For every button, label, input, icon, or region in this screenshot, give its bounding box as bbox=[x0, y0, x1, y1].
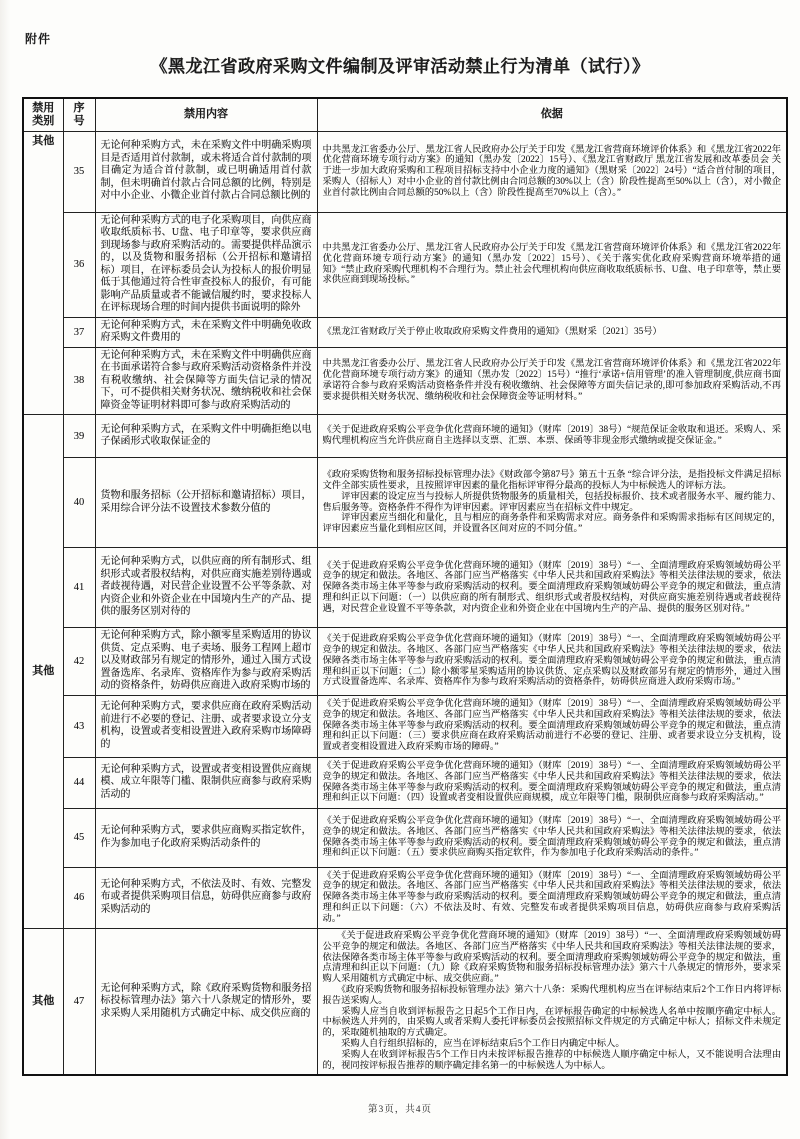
prohibited-content: 无论何种采购方式，以供应商的所有制形式、组织形式或者股权结构，对供应商实施差别待遇或者歧视待遇，对民营企业设置不公平等条款、对内资企业和外资企业在中国境内生产的产品、提供的服务区别对待的 bbox=[95, 548, 317, 628]
basis bbox=[317, 757, 787, 808]
table-row bbox=[23, 695, 787, 757]
row-number: 36 bbox=[63, 212, 95, 317]
basis-paragraph: 《关于促进政府采购公平竞争优化营商环境的通知》（财库〔2019〕38号）“一、全面清理政府采购领域妨碍公平竞争的规定和做法。各地区、各部门应当严格落实《中华人民共和国政府采购法》等相关法律法规的要求，依法保障各类市场主体平等参与政府采购活动的权利。要全面清理政府采购领域妨碍公平竞争的规定和做法，重点清理和纠正以下问题：（二）除小额零星采购适用的协议供货、定点采购以及财政部另有规定的情形外，通过入围方式设置备选库、名录库、资格库作为参与政府采购活动的资格条件，妨碍供应商进入政府采购市场。” bbox=[322, 634, 781, 688]
prohibited-content: 无论何种采购方式，在采购文件中明确拒绝以电子保函形式收取保证金的 bbox=[95, 415, 317, 458]
prohibited-content: 无论何种采购方式，未在采购文件中明确免收政府采购文件费用的 bbox=[95, 317, 317, 347]
basis-paragraph: 《关于促进政府采购公平竞争优化营商环境的通知》（财库〔2019〕38号）“一、全面清理政府采购领域妨碍公平竞争的规定和做法。各地区、各部门应当严格落实《中华人民共和国政府采购法》等相关法律法规的要求，依法保障各类市场主体平等参与政府采购活动的权利。要全面清理政府采购领域妨碍公平竞争的规定和做法，重点清理和纠正以下问题：（一）以供应商的所有制形式、组织形式或者股权结构，对供应商实施差别待遇或者歧视待遇，对民营企业设置不平等条款，对内资企业和外资企业在中国境内生产的产品、提供的服务区别对待。” bbox=[322, 560, 781, 614]
basis-paragraph: 评审因素应当细化和量化，且与相应的商务条件和采购需求对应。商务条件和采购需求指标有区间规定的，评审因素应当量化到相应区间，并设置各区间对应的不同分值。” bbox=[322, 513, 781, 535]
category-cell: 其他 bbox=[23, 928, 63, 1075]
prohibited-content: 无论何种采购方式，除《政府采购货物和服务招标投标管理办法》第六十八条规定的情形外，要求采购人采用随机方式确定中标、成交供应商的 bbox=[95, 928, 317, 1075]
basis bbox=[317, 212, 787, 317]
table-row bbox=[23, 458, 787, 548]
basis-paragraph: 《关于促进政府采购公平竞争优化营商环境的通知》（财库〔2019〕38号）“一、全面清理政府采购领域妨碍公平竞争的规定和做法。各地区、各部门应当严格落实《中华人民共和国政府采购法》等相关法律法规的要求，依法保障各类市场主体平等参与政府采购活动的权利。要全面清理政府采购领域妨碍公平竞争的规定和做法，重点清理和纠正以下问题：（四）设置或者变相设置供应商规模，成立年限等门槛，限制供应商参与政府采购活动。” bbox=[322, 760, 781, 804]
row-number: 44 bbox=[63, 757, 95, 808]
row-number: 43 bbox=[63, 695, 95, 757]
table-row bbox=[23, 548, 787, 628]
basis-paragraph: 采购人应当自收到评标报告之日起5个工作日内，在评标报告确定的中标候选人名单中按顺序确定中标人。中标候选人并列的，由采购人或者采购人委托评标委员会按照招标文件规定的方式确定中标人；招标文件未规定的，采取随机抽取的方式确定。 bbox=[322, 1006, 781, 1039]
prohibited-content: 无论何种采购方式，设置或者变相设置供应商规模、成立年限等门槛、限制供应商参与政府采购活动的 bbox=[95, 757, 317, 808]
category-cell: 其他 bbox=[23, 415, 63, 929]
basis-paragraph: 《黑龙江省财政厅关于停止收取政府采购文件费用的通知》（黑财采〔2021〕35号） bbox=[322, 326, 662, 337]
row-number: 38 bbox=[63, 347, 95, 415]
row-number: 39 bbox=[63, 415, 95, 458]
row-number: 46 bbox=[63, 867, 95, 928]
basis-paragraph: 采购人在收到评标报告5个工作日内未按评标报告推荐的中标候选人顺序确定中标人，又不能说明合法理由的，视同按评标报告推荐的顺序确定排名第一的中标候选人为中标人。 bbox=[322, 1049, 781, 1071]
table-row bbox=[23, 317, 787, 347]
basis-paragraph: 《关于促进政府采购公平竞争优化营商环境的通知》（财库〔2019〕38号）“一、全面清理政府采购领域妨碍公平竞争的规定和做法。各地区、各部门应当严格落实《中华人民共和国政府采购法》等相关法律法规的要求，依法保障各类市场主体平等参与政府采购活动的权利。要全面清理政府采购领域妨碍公平竞争的规定和做法，重点清理和纠正以下问题：（九）除《政府采购货物和服务招标投标管理办法》第六十八条规定的情形外，要求采购人采用随机方式确定中标、成交供应商。” bbox=[322, 931, 781, 985]
table-row bbox=[23, 867, 787, 928]
prohibited-content: 无论何种采购方式，未在采购文件中明确供应商在书面承诺符合参与政府采购活动资格条件并没有税收缴纳、社会保障等方面失信记录的情况下，可不提供相关财务状况、缴纳税收和社会保障资金等证明材料即可参与政府采购活动的 bbox=[95, 347, 317, 415]
basis bbox=[317, 347, 787, 415]
basis bbox=[317, 548, 787, 628]
basis-paragraph: 中共黑龙江省委办公厅、黑龙江省人民政府办公厅关于印发《黑龙江省营商环境评价体系》和《黑龙江省2022年优化营商环境专项行动方案》的通知（黑办发〔2022〕15号）、《关于落实优化政府采购营商环境举措的通知》“禁止政府采购代理机构不合理行为。禁止社会代理机构向供应商收取纸质标书、U盘、电子印章等，禁止要求供应商到现场投标。” bbox=[322, 242, 781, 286]
table-body bbox=[23, 131, 787, 1075]
prohibited-content: 无论何种采购方式，除小额零星采购适用的协议供货、定点采购、电子卖场、服务工程网上超市以及财政部另有规定的情形外，通过入围方式设置备选库、名录库、资格库作为参与政府采购活动的资格条件，妨碍供应商进入政府采购市场的 bbox=[95, 628, 317, 696]
header-basis: 依据 bbox=[317, 98, 787, 131]
basis-paragraph: 《政府采购货物和服务招标投标管理办法》第六十八条：采购代理机构应当在评标结束后2个工作日内将评标报告送采购人。 bbox=[322, 985, 781, 1006]
header-number: 序号 bbox=[63, 98, 95, 131]
row-number: 42 bbox=[63, 628, 95, 696]
basis bbox=[317, 928, 787, 1075]
prohibited-content: 无论何种采购方式，要求供应商购买指定软件，作为参加电子化政府采购活动条件的 bbox=[95, 808, 317, 867]
basis-paragraph: 中共黑龙江省委办公厅、黑龙江省人民政府办公厅关于印发《黑龙江省营商环境评价体系》和《黑龙江省2022年优化营商环境专项行动方案》的通知（黑办发〔2022〕15号）“推行‘承诺+信用管理’的准入管理制度,供应商书面承诺符合参与政府采购活动资格条件并没有税收缴纳、社会保障等方面失信记录的,即可参加政府采购活动,不再要求提供相关财务状况、缴纳税收和社会保障资金等证明材料。” bbox=[322, 359, 781, 402]
basis-paragraph: 《关于促进政府采购公平竞争优化营商环境的通知》（财库〔2019〕38号）“一、全面清理政府采购领域妨碍公平竞争的规定和做法。各地区、各部门应当严格落实《中华人民共和国政府采购法》等相关法律法规的要求，依法保障各类市场主体平等参与政府采购活动的权利。要全面清理政府采购领域妨碍公平竞争的规定和做法，重点清理和纠正以下问题：（五）要求供应商购买指定软件，作为参加电子化政府采购活动的条件。” bbox=[322, 815, 781, 859]
table-row bbox=[23, 212, 787, 317]
basis bbox=[317, 628, 787, 696]
prohibition-table bbox=[22, 97, 788, 1076]
basis-paragraph: 《关于促进政府采购公平竞争优化营商环境的通知》（财库〔2019〕38号）“一、全面清理政府采购领域妨碍公平竞争的规定和做法。各地区、各部门应当严格落实《中华人民共和国政府采购法》等相关法律法规的要求，依法保障各类市场主体平等参与政府采购活动的权利。要全面清理政府采购领域妨碍公平竞争的规定和做法，重点清理和纠正以下问题：（三）要求供应商在政府采购活动前进行不必要的登记、注册、或者要求设立分支机构，设置或者变相设置进入政府采购市场的障碍。” bbox=[322, 699, 781, 753]
category-cell: 其他 bbox=[23, 131, 63, 415]
page-footer: 第3页，共4页 bbox=[367, 1105, 432, 1115]
basis bbox=[317, 415, 787, 458]
header-content: 禁用内容 bbox=[95, 98, 317, 131]
basis bbox=[317, 131, 787, 212]
prohibited-content: 无论何种采购方式的电子化采购项目，向供应商收取纸质标书、U盘、电子印章等，要求供应商到现场参与政府采购活动的。需要提供样品演示的，以及货物和服务招标（公开招标和邀请招标）项目，在评标委员会认为投标人的报价明显低于其他通过符合性审查投标人的报价，有可能影响产品质量或者不能诚信履约时，要求投标人在评标现场合理的时间内提供书面说明的除外 bbox=[95, 212, 317, 317]
table-row bbox=[23, 808, 787, 867]
row-number: 47 bbox=[63, 928, 95, 1075]
table-row bbox=[23, 757, 787, 808]
table-row bbox=[23, 415, 787, 458]
row-number: 45 bbox=[63, 808, 95, 867]
basis-paragraph: 《关于促进政府采购公平竞争优化营商环境的通知》（财库〔2019〕38号）“一、全面清理政府采购领域妨碍公平竞争的规定和做法。各地区、各部门应当严格落实《中华人民共和国政府采购法》等相关法律法规的要求，依法保障各类市场主体平等参与政府采购活动的权利。要全面清理政府采购领域妨碍公平竞争的规定和做法，重点清理和纠正以下问题：（六）不依法及时、有效、完整发布或者提供采购项目信息，妨碍供应商参与政府采购活动。” bbox=[322, 870, 781, 924]
basis bbox=[317, 695, 787, 757]
row-number: 41 bbox=[63, 548, 95, 628]
prohibited-content: 无论何种采购方式，未在采购文件中明确采购项目是否适用首付款制，或未将适合首付款制的项目确定为适合首付款制，或已明确适用首付款制，但未明确首付款占合同总额的比例，特别是对中小企业、小微企业首付款占合同总额比例的 bbox=[95, 131, 317, 212]
prohibited-content: 无论何种采购方式，不依法及时、有效、完整发布或者提供采购项目信息，妨碍供应商参与政府采购活动的 bbox=[95, 867, 317, 928]
row-number: 37 bbox=[63, 317, 95, 347]
row-number: 40 bbox=[63, 458, 95, 548]
basis-paragraph: 《政府采购货物和服务招标投标管理办法》《财政部令第87号》第五十五条 “综合评分法，是指投标文件满足招标文件全部实质性要求，且按照评审因素的量化指标评审得分最高的投标人为中标候选人的评标方法。 bbox=[322, 470, 781, 491]
table-row bbox=[23, 628, 787, 696]
row-number: 35 bbox=[63, 131, 95, 212]
attachment-label: 附件 bbox=[25, 32, 52, 46]
basis bbox=[317, 458, 787, 548]
prohibited-content: 货物和服务招标（公开招标和邀请招标）项目，采用综合评分法不设置技术参数分值的 bbox=[95, 458, 317, 548]
header-row bbox=[23, 98, 787, 131]
basis-paragraph: 中共黑龙江省委办公厅、黑龙江省人民政府办公厅关于印发《黑龙江省营商环境评价体系》和《黑龙江省2022年优化营商环境专项行动方案》的通知（黑办发〔2022〕15号）、《黑龙江省财政厅 黑龙江省发展和改革委员会 关于进一步加大政府采购和工程项目招标支持中小企业力度的通知》（黑财采〔2022〕24号）“适合首付制的项目，采购人（招标人）对中小企业的首付款比例由合同总额的30%以上（含）阶段性提高至50%以上（含），对小微企业首付款比例由合同总额的50%以上（含）阶段性提高至70%以上（含）。” bbox=[322, 144, 781, 198]
page-title: 《黑龙江省政府采购文件编制及评审活动禁止行为清单（试行）》 bbox=[150, 57, 650, 76]
basis bbox=[317, 317, 787, 347]
table-row bbox=[23, 131, 787, 212]
prohibited-content: 无论何种采购方式，要求供应商在政府采购活动前进行不必要的登记、注册、或者要求设立分支机构，设置或者变相设置进入政府采购市场障碍的 bbox=[95, 695, 317, 757]
basis bbox=[317, 808, 787, 867]
header-category: 禁用类别 bbox=[23, 98, 63, 131]
table-row bbox=[23, 347, 787, 415]
basis-paragraph: 评审因素的设定应当与投标人所提供货物服务的质量相关，包括投标报价、技术或者服务水平、履约能力、售后服务等。资格条件不得作为评审因素。评审因素应当在招标文件中规定。 bbox=[322, 491, 781, 513]
basis-paragraph: 《关于促进政府采购公平竞争优化营商环境的通知》（财库〔2019〕38号）“规范保证金收取和退还。采购人、采购代理机构应当允许供应商自主选择以支票、汇票、本票、保函等非现金形式缴纳或提交保证金。” bbox=[322, 425, 781, 446]
table-header bbox=[23, 98, 787, 131]
table-row bbox=[23, 928, 787, 1075]
basis-paragraph: 采购人自行组织招标的，应当在评标结束后5个工作日内确定中标人。 bbox=[322, 1039, 625, 1050]
basis bbox=[317, 867, 787, 928]
